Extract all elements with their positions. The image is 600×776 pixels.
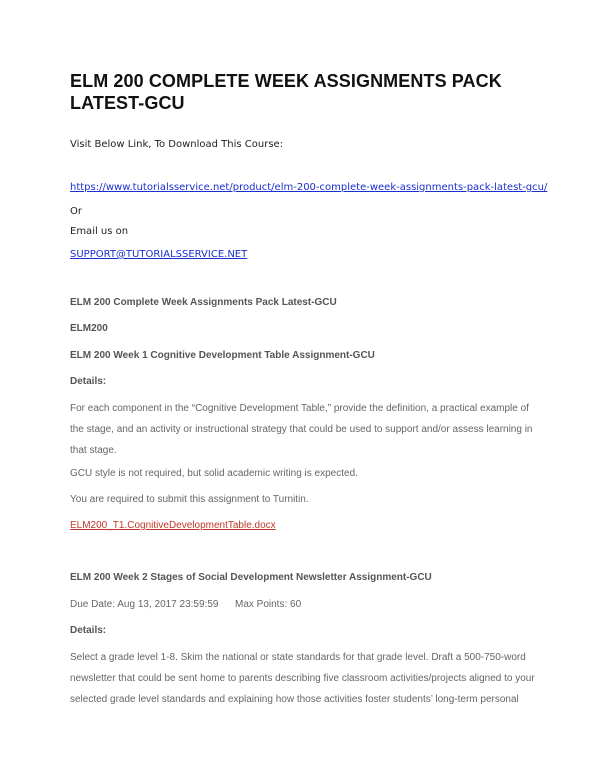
week1-paragraph-1: For each component in the “Cognitive Development Table,” provide the definition, a practical example of the stage, and an activity or instructional strategy that could be used to support and/or assess learning in that stage. [70, 403, 533, 456]
visit-instruction: Visit Below Link, To Download This Course: [70, 139, 284, 150]
course-code: ELM200 [70, 323, 108, 334]
course-download-link[interactable]: https://www.tutorialsservice.net/product/elm-200-complete-week-assignments-pack-latest-gcu/ [70, 182, 548, 193]
pack-heading: ELM 200 Complete Week Assignments Pack Latest-GCU [70, 297, 337, 308]
week2-heading: ELM 200 Week 2 Stages of Social Development Newsletter Assignment-GCU [70, 572, 432, 583]
week2-paragraph-1: Select a grade level 1-8. Skim the national or state standards for that grade level. Draft a 500-750-word newsletter that could be sent home to parents describing five classroom activities/projects aligned to your selected grade level standards and explaining how those activities foster students’ long-term personal [70, 652, 535, 705]
week2-max-points: Max Points: 60 [235, 599, 302, 610]
week1-paragraph-3: You are required to submit this assignment to Turnitin. [70, 494, 309, 505]
week1-paragraph-2: GCU style is not required, but solid academic writing is expected. [70, 468, 358, 479]
week1-heading: ELM 200 Week 1 Cognitive Development Table Assignment-GCU [70, 350, 375, 361]
week2-details-label: Details: [70, 625, 107, 636]
week1-details-label: Details: [70, 376, 107, 387]
week1-attachment-link[interactable]: ELM200_T1.CognitiveDevelopmentTable.docx [70, 520, 276, 531]
document-title-line-2: LATEST-GCU [70, 93, 185, 113]
week2-due-date: Due Date: Aug 13, 2017 23:59:59 [70, 599, 219, 610]
support-email-link[interactable]: SUPPORT@TUTORIALSSERVICE.NET [70, 249, 248, 260]
email-label: Email us on [70, 226, 129, 237]
document-title-line-1: ELM 200 COMPLETE WEEK ASSIGNMENTS PACK [70, 71, 502, 91]
or-text: Or [70, 206, 82, 217]
